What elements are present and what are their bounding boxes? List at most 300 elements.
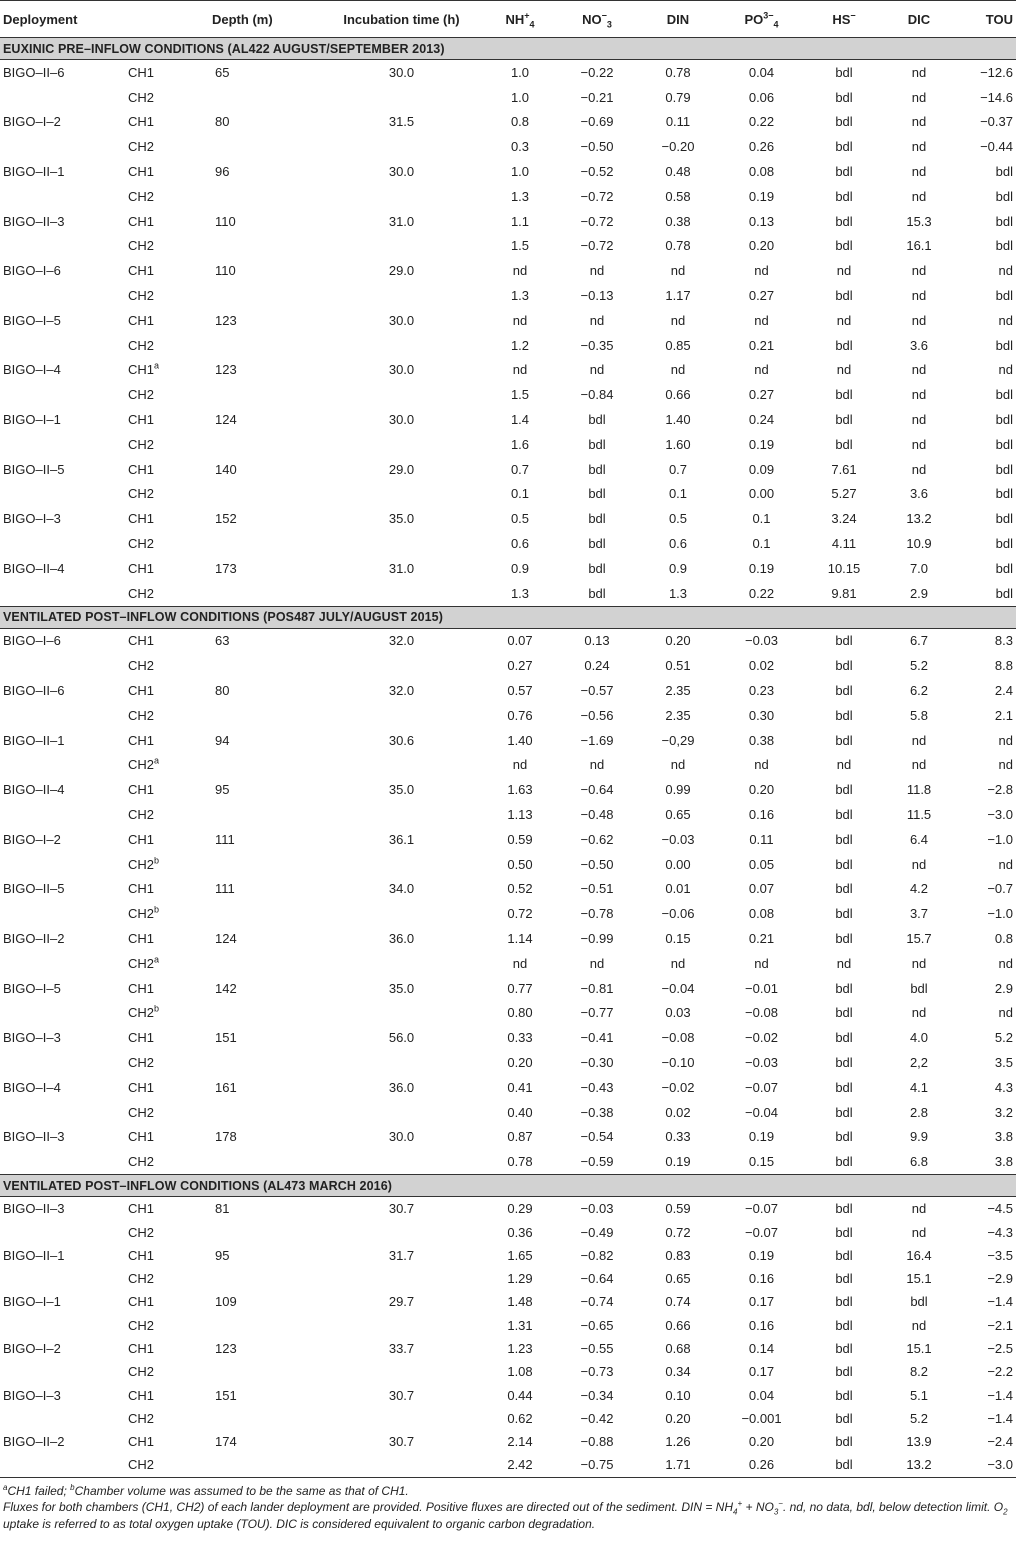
cell-incubation xyxy=(319,1050,484,1075)
cell-po4: 0.06 xyxy=(748,89,775,105)
cell-tou: 3.8 xyxy=(994,1154,1013,1170)
cell-nh4: 0.1 xyxy=(510,486,530,502)
cell-tou: bdl xyxy=(995,164,1013,180)
cell-depth: 111 xyxy=(215,881,235,897)
cell-din: 0.03 xyxy=(665,1005,691,1021)
cell-incubation: 29.0 xyxy=(388,263,415,279)
cell-hs: bdl xyxy=(835,139,853,155)
cell-depth xyxy=(209,1453,319,1477)
cell-chamber: CH1 xyxy=(128,1129,155,1145)
cell-deployment xyxy=(0,1050,122,1075)
table-row xyxy=(0,1075,1016,1100)
cell-hs: bdl xyxy=(835,1317,853,1333)
cell-din: nd xyxy=(670,757,686,773)
cell-nh4: 0.9 xyxy=(510,560,530,576)
cell-nh4: 0.59 xyxy=(507,831,533,847)
cell-depth xyxy=(209,382,319,407)
cell-hs: bdl xyxy=(835,707,853,723)
cell-din: 0.68 xyxy=(665,1340,691,1356)
cell-po4: 0.19 xyxy=(748,1247,775,1263)
cell-nh4: 0.41 xyxy=(507,1079,533,1095)
cell-deployment: BIGO–I–4 xyxy=(3,362,61,378)
cell-depth: 110 xyxy=(215,263,236,279)
cell-nh4: 1.0 xyxy=(510,164,530,180)
cell-hs: bdl xyxy=(835,1340,853,1356)
cell-hs: bdl xyxy=(835,337,853,353)
cell-chamber: CH2 xyxy=(128,436,155,452)
cell-hs: bdl xyxy=(835,1054,853,1070)
cell-incubation xyxy=(319,134,484,159)
cell-incubation xyxy=(319,1267,484,1290)
cell-nh4: 0.6 xyxy=(510,536,530,552)
cell-po4: 0.22 xyxy=(748,585,775,601)
cell-depth: 123 xyxy=(215,362,237,378)
cell-deployment xyxy=(0,333,122,358)
cell-chamber: CH2 xyxy=(128,1271,155,1287)
cell-deployment: BIGO–I–4 xyxy=(3,1079,61,1095)
cell-incubation: 29.0 xyxy=(388,461,415,477)
cell-din: 2.35 xyxy=(665,707,691,723)
cell-tou: bdl xyxy=(995,436,1013,452)
cell-no3: −0.51 xyxy=(580,881,614,897)
cell-incubation xyxy=(319,1360,484,1383)
cell-dic: nd xyxy=(911,1224,927,1240)
cell-nh4: 1.48 xyxy=(507,1294,533,1310)
cell-hs: bdl xyxy=(835,683,853,699)
cell-no3: bdl xyxy=(588,412,606,428)
cell-dic: nd xyxy=(911,436,927,452)
cell-din: 0.5 xyxy=(668,511,688,527)
cell-incubation: 30.0 xyxy=(388,64,415,80)
table-row xyxy=(0,1430,1016,1453)
cell-deployment: BIGO–II–2 xyxy=(3,930,65,946)
cell-no3: bdl xyxy=(588,511,606,527)
table-body xyxy=(0,38,1016,1478)
cell-incubation xyxy=(319,1314,484,1337)
cell-tou: −3.5 xyxy=(987,1247,1013,1263)
cell-dic: 8.2 xyxy=(909,1364,929,1380)
table-row xyxy=(0,506,1016,531)
cell-depth xyxy=(209,852,319,877)
cell-din: 0.6 xyxy=(668,536,688,552)
table-row xyxy=(0,827,1016,852)
cell-po4: 0.11 xyxy=(749,831,774,847)
cell-incubation xyxy=(319,382,484,407)
cell-incubation: 56.0 xyxy=(388,1030,415,1046)
cell-deployment xyxy=(0,1314,122,1337)
cell-hs: bdl xyxy=(835,436,853,452)
cell-no3: −0.75 xyxy=(556,1453,638,1477)
cell-nh4: 0.5 xyxy=(510,511,530,527)
cell-tou: nd xyxy=(998,955,1013,971)
cell-incubation: 29.7 xyxy=(388,1294,415,1310)
cell-nh4: 2.14 xyxy=(507,1434,533,1450)
cell-po4: 0.16 xyxy=(748,807,775,822)
cell-depth: 123 xyxy=(215,312,237,328)
cell-nh4: 1.65 xyxy=(507,1247,533,1263)
cell-hs: bdl xyxy=(835,412,853,428)
cell-depth xyxy=(209,1149,319,1174)
cell-no3: bdl xyxy=(588,486,606,502)
cell-din: −0.06 xyxy=(661,906,695,922)
cell-dic: 15.7 xyxy=(906,930,932,946)
cell-hs: bdl xyxy=(835,1247,853,1263)
cell-chamber: CH1 xyxy=(128,164,155,180)
cell-chamber: CH1 xyxy=(128,461,155,477)
cell-no3: −0.82 xyxy=(580,1247,614,1263)
cell-deployment xyxy=(0,802,122,827)
cell-nh4: nd xyxy=(512,263,528,279)
cell-dic: 2,2 xyxy=(909,1054,929,1070)
cell-deployment: BIGO–II–1 xyxy=(3,1247,65,1263)
cell-no3: −0.43 xyxy=(580,1079,614,1095)
cell-nh4: 0.40 xyxy=(507,1104,533,1120)
cell-incubation xyxy=(319,581,484,606)
cell-incubation xyxy=(319,802,484,827)
footnotes xyxy=(0,1478,1016,1533)
cell-dic: 15.3 xyxy=(906,213,932,229)
cell-tou: 2.4 xyxy=(994,683,1013,699)
cell-hs: nd xyxy=(836,362,852,378)
cell-no3: −0.56 xyxy=(580,707,614,723)
cell-din: 1.3 xyxy=(668,585,688,601)
cell-incubation xyxy=(319,85,484,110)
table-row xyxy=(0,1220,1016,1243)
cell-chamber: CH1 xyxy=(128,560,155,576)
table-row xyxy=(0,1337,1016,1360)
cell-deployment: BIGO–I–2 xyxy=(3,1340,61,1356)
cell-chamber: CH1 xyxy=(128,412,155,428)
cell-chamber: CH2 xyxy=(128,1224,155,1240)
cell-depth xyxy=(209,134,319,159)
cell-din: 0.74 xyxy=(665,1294,691,1310)
cell-deployment xyxy=(0,283,122,308)
cell-no3: −0.62 xyxy=(580,831,614,847)
cell-nh4: 0.36 xyxy=(507,1224,533,1240)
cell-chamber: CH2 xyxy=(128,238,155,254)
cell-tou: −3.0 xyxy=(987,807,1013,822)
cell-depth xyxy=(209,581,319,606)
cell-chamber: CH2 xyxy=(128,1317,155,1333)
cell-depth xyxy=(209,1360,319,1383)
cell-nh4: 1.29 xyxy=(507,1271,533,1287)
cell-depth xyxy=(209,333,319,358)
cell-nh4: 0.7 xyxy=(510,461,530,477)
cell-depth: 140 xyxy=(215,461,237,477)
cell-tou: −14.6 xyxy=(980,89,1013,105)
cell-hs: bdl xyxy=(835,1201,853,1217)
cell-nh4: 1.13 xyxy=(507,807,533,822)
cell-depth: 94 xyxy=(215,732,230,748)
cell-incubation: 30.0 xyxy=(388,1129,415,1145)
table-row xyxy=(0,802,1016,827)
cell-tou: nd xyxy=(998,856,1013,872)
cell-nh4: 1.0 xyxy=(510,64,530,80)
cell-hs: bdl xyxy=(835,1364,853,1380)
cell-no3: −0.34 xyxy=(580,1387,614,1403)
cell-no3: −0.64 xyxy=(580,1271,614,1287)
cell-deployment: BIGO–I–6 xyxy=(3,263,61,279)
table-row xyxy=(0,85,1016,110)
cell-dic: nd xyxy=(911,955,927,971)
cell-hs: bdl xyxy=(835,64,853,80)
cell-hs: 10.15 xyxy=(827,560,861,576)
cell-po4: −0.07 xyxy=(745,1201,778,1217)
cell-tou: −0.7 xyxy=(987,881,1013,897)
cell-nh4: 1.6 xyxy=(510,436,530,452)
cell-no3: −0.78 xyxy=(580,906,614,922)
cell-dic: 6.7 xyxy=(909,633,929,649)
cell-incubation xyxy=(319,653,484,678)
table-row xyxy=(0,358,1016,383)
cell-dic: nd xyxy=(911,312,927,328)
cell-nh4: 1.2 xyxy=(510,337,530,353)
cell-chamber: CH1 xyxy=(128,881,155,897)
cell-chamber: CH1 xyxy=(128,213,155,229)
cell-depth: 96 xyxy=(215,164,230,180)
cell-po4: 0.05 xyxy=(748,856,775,872)
cell-po4: nd xyxy=(754,362,769,378)
cell-depth xyxy=(209,802,319,827)
cell-deployment xyxy=(0,482,122,507)
cell-po4: −0.04 xyxy=(745,1104,778,1120)
cell-dic: 3.6 xyxy=(909,337,929,353)
cell-dic: 16.1 xyxy=(906,238,932,254)
cell-deployment xyxy=(0,1000,122,1025)
cell-chamber: CH1 xyxy=(128,633,155,649)
cell-dic: 13.9 xyxy=(906,1434,932,1450)
cell-din: 0.38 xyxy=(665,213,691,229)
cell-po4: 0.20 xyxy=(748,238,775,254)
cell-hs: bdl xyxy=(835,1154,853,1170)
cell-nh4: 0.62 xyxy=(507,1410,533,1426)
table-row xyxy=(0,703,1016,728)
cell-chamber: CH1 xyxy=(128,980,155,996)
cell-incubation: 36.0 xyxy=(388,1079,415,1095)
cell-dic: 2.9 xyxy=(909,585,929,601)
cell-no3: −0.42 xyxy=(580,1410,614,1426)
cell-depth: 151 xyxy=(215,1030,237,1046)
cell-dic: 5.1 xyxy=(909,1387,929,1403)
cell-chamber: CH1 xyxy=(128,511,155,527)
cell-dic: 4.0 xyxy=(909,1030,929,1046)
cell-no3: −1.69 xyxy=(580,732,614,748)
cell-chamber: CH1 xyxy=(128,1294,155,1310)
section-header xyxy=(0,38,1016,60)
cell-deployment xyxy=(0,234,122,259)
cell-din: 0.66 xyxy=(665,1317,691,1333)
cell-depth xyxy=(209,1100,319,1125)
cell-din: 0.78 xyxy=(665,238,691,254)
cell-din: 0.78 xyxy=(665,64,691,80)
cell-tou: −2.4 xyxy=(987,1434,1013,1450)
cell-dic: 6.2 xyxy=(909,683,929,699)
cell-incubation xyxy=(319,951,484,976)
cell-po4: 0.1 xyxy=(752,536,771,552)
cell-din: 1.40 xyxy=(665,412,691,428)
cell-depth: 80 xyxy=(215,683,230,699)
cell-nh4: 0.78 xyxy=(507,1154,533,1170)
cell-din: 0.85 xyxy=(665,337,691,353)
cell-po4: 0.13 xyxy=(748,213,775,229)
cell-hs: nd xyxy=(836,757,852,773)
cell-no3: −0.64 xyxy=(580,782,614,798)
cell-deployment: BIGO–I–1 xyxy=(3,412,61,428)
cell-tou: bdl xyxy=(995,511,1013,527)
cell-incubation xyxy=(319,1407,484,1430)
cell-depth: 151 xyxy=(215,1387,237,1403)
table-header-row xyxy=(0,1,1016,38)
cell-chamber: CH1 xyxy=(128,1387,155,1403)
cell-depth xyxy=(209,531,319,556)
cell-no3: −0.57 xyxy=(580,683,614,699)
cell-din: 0.51 xyxy=(665,658,691,674)
cell-tou: −12.6 xyxy=(980,64,1013,80)
table-row xyxy=(0,1244,1016,1267)
cell-tou: −3.0 xyxy=(955,1453,1016,1477)
cell-hs: bdl xyxy=(835,1387,853,1403)
cell-din: 2.35 xyxy=(665,683,691,699)
cell-chamber: CH1 xyxy=(128,312,155,328)
cell-dic: nd xyxy=(911,757,927,773)
cell-tou: 0.8 xyxy=(994,930,1013,946)
cell-chamber: CH2 xyxy=(128,658,155,674)
cell-depth: 63 xyxy=(215,633,230,649)
cell-dic: 16.4 xyxy=(906,1247,932,1263)
cell-depth xyxy=(209,432,319,457)
cell-dic: 5.2 xyxy=(909,658,929,674)
cell-tou: −1.0 xyxy=(987,906,1013,922)
table-row xyxy=(0,877,1016,902)
cell-po4: 0.23 xyxy=(748,683,775,699)
cell-din: nd xyxy=(670,312,686,328)
cell-no3: −0.22 xyxy=(580,64,614,80)
cell-depth xyxy=(209,901,319,926)
cell-dic: 11.5 xyxy=(906,807,932,822)
cell-nh4: 1.08 xyxy=(507,1364,533,1380)
cell-chamber: CH1 xyxy=(128,930,155,946)
cell-tou: −1.4 xyxy=(987,1387,1013,1403)
table-row xyxy=(0,308,1016,333)
cell-depth: 95 xyxy=(215,782,230,798)
cell-nh4: nd xyxy=(512,955,528,971)
cell-tou: bdl xyxy=(995,560,1013,576)
cell-deployment xyxy=(0,852,122,877)
table-row xyxy=(0,333,1016,358)
cell-po4: −0.07 xyxy=(745,1079,778,1095)
cell-no3: −0.30 xyxy=(580,1054,614,1070)
cell-no3: −0.38 xyxy=(580,1104,614,1120)
cell-dic: 13.2 xyxy=(883,1453,955,1477)
cell-po4: 0.15 xyxy=(748,1154,775,1170)
cell-hs: nd xyxy=(836,263,852,279)
cell-deployment xyxy=(0,1100,122,1125)
cell-po4: 0.00 xyxy=(748,486,775,502)
cell-no3: −0.81 xyxy=(580,980,614,996)
cell-tou: −2.2 xyxy=(987,1364,1013,1380)
cell-nh4: 0.44 xyxy=(507,1387,533,1403)
table-row xyxy=(0,1314,1016,1337)
cell-din: 0.19 xyxy=(665,1154,691,1170)
table-row xyxy=(0,678,1016,703)
cell-dic: 13.2 xyxy=(906,511,932,527)
cell-po4: 0.09 xyxy=(748,461,775,477)
cell-nh4: 0.27 xyxy=(507,658,533,674)
cell-no3: −0.88 xyxy=(580,1434,614,1450)
cell-nh4: 1.14 xyxy=(507,930,533,946)
table-row xyxy=(0,1267,1016,1290)
cell-deployment: BIGO–II–2 xyxy=(3,1434,65,1450)
cell-din: 1.17 xyxy=(665,288,691,304)
cell-deployment xyxy=(0,531,122,556)
cell-deployment: BIGO–I–5 xyxy=(3,312,61,328)
cell-hs: bdl xyxy=(835,732,853,748)
cell-dic: nd xyxy=(911,139,927,155)
cell-deployment xyxy=(0,382,122,407)
cell-depth xyxy=(209,1050,319,1075)
cell-deployment: BIGO–II–3 xyxy=(3,213,65,229)
cell-nh4: nd xyxy=(512,312,528,328)
cell-no3: −0.50 xyxy=(580,856,614,872)
cell-tou: bdl xyxy=(995,238,1013,254)
cell-dic: nd xyxy=(911,412,927,428)
cell-hs: bdl xyxy=(835,213,853,229)
cell-hs: 5.27 xyxy=(831,486,857,502)
table-row xyxy=(0,728,1016,753)
table-row xyxy=(0,1407,1016,1430)
cell-din: 0.65 xyxy=(665,1271,691,1287)
cell-tou: −2.8 xyxy=(987,782,1013,798)
cell-chamber: CH2 xyxy=(122,1453,209,1477)
cell-deployment: BIGO–II–5 xyxy=(3,461,65,477)
cell-dic: 5.8 xyxy=(909,707,929,723)
cell-tou: −0.44 xyxy=(980,139,1013,155)
cell-din: 1.71 xyxy=(638,1453,718,1477)
cell-tou: bdl xyxy=(995,536,1013,552)
table-row xyxy=(0,1100,1016,1125)
cell-hs: bdl xyxy=(835,1079,853,1095)
cell-chamber: CH1 xyxy=(128,64,155,80)
cell-depth: 161 xyxy=(215,1079,237,1095)
table-row xyxy=(0,581,1016,606)
cell-din: nd xyxy=(670,955,686,971)
cell-depth xyxy=(209,1267,319,1290)
cell-deployment xyxy=(0,432,122,457)
cell-tou: bdl xyxy=(995,486,1013,502)
cell-po4: nd xyxy=(754,263,769,279)
cell-dic: nd xyxy=(911,461,927,477)
table-row xyxy=(0,1360,1016,1383)
cell-tou: bdl xyxy=(995,387,1013,403)
cell-depth: 142 xyxy=(215,980,237,996)
cell-chamber: CH2$^a$ xyxy=(128,756,160,773)
cell-dic: nd xyxy=(911,856,927,872)
cell-chamber: CH2 xyxy=(128,387,155,403)
cell-din: 0.65 xyxy=(665,807,691,822)
cell-po4: −0.03 xyxy=(745,633,778,649)
cell-po4: 0.24 xyxy=(748,412,775,428)
cell-no3: bdl xyxy=(588,585,606,601)
cell-depth: 174 xyxy=(215,1434,237,1450)
cell-hs: bdl xyxy=(835,188,853,204)
cell-nh4: 0.80 xyxy=(507,1005,533,1021)
cell-tou: bdl xyxy=(995,585,1013,601)
cell-hs: 7.61 xyxy=(831,461,857,477)
cell-deployment: BIGO–I–6 xyxy=(3,633,61,649)
cell-incubation: 35.0 xyxy=(388,980,415,996)
cell-incubation: 30.0 xyxy=(388,412,415,428)
cell-tou: 8.3 xyxy=(994,633,1013,649)
